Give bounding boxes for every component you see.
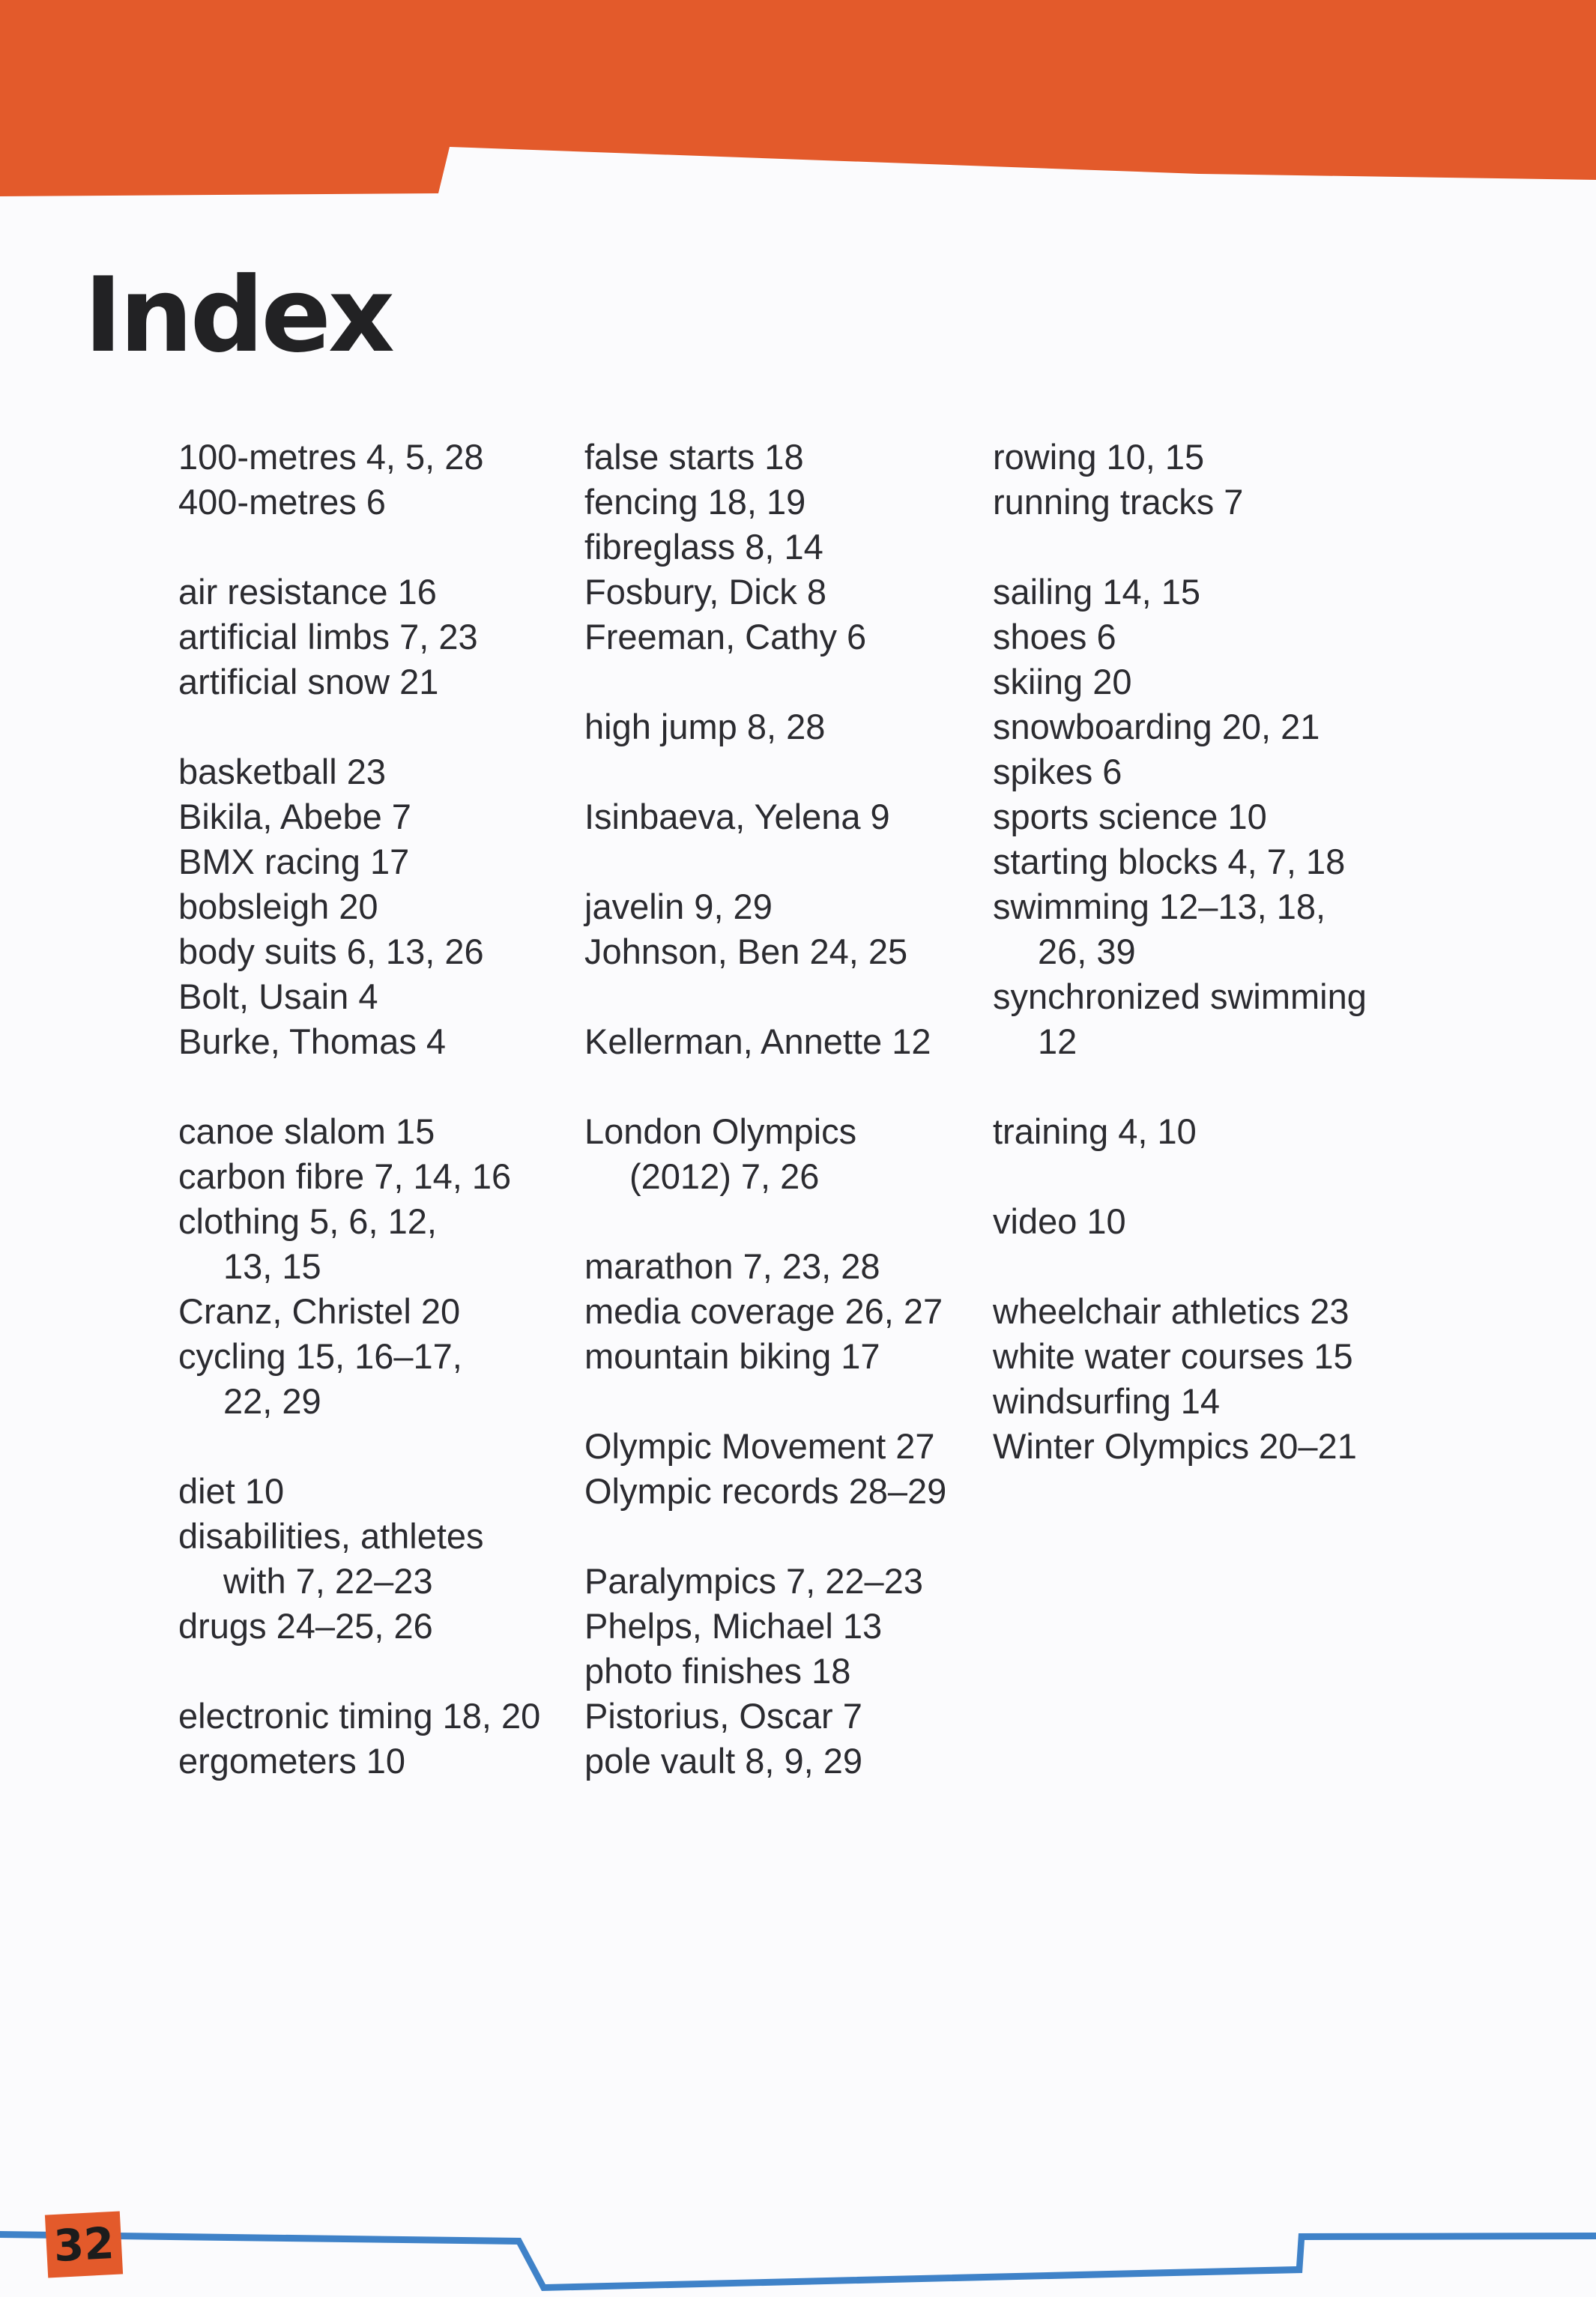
spacer — [584, 974, 1004, 1019]
index-entry: Burke, Thomas 4 — [178, 1021, 447, 1061]
index-entry: marathon 7, 23, 28 — [584, 1246, 880, 1286]
index-entry: Johnson, Ben 24, 25 — [584, 932, 908, 971]
index-entry: pole vault 8, 9, 29 — [584, 1741, 863, 1781]
index-entry: javelin 9, 29 — [584, 887, 773, 926]
index-column-2 — [584, 435, 1004, 1784]
index-entry: carbon fibre 7, 14, 16 — [178, 1156, 512, 1196]
index-entry: canoe slalom 15 — [178, 1111, 435, 1151]
index-entry-continuation: 22, 29 — [223, 1381, 321, 1421]
index-entry: white water courses 15 — [993, 1336, 1353, 1376]
index-entry: body suits 6, 13, 26 — [178, 932, 484, 971]
spacer — [584, 1514, 1004, 1559]
index-entry: Bolt, Usain 4 — [178, 977, 378, 1016]
index-entry: Freeman, Cathy 6 — [584, 617, 867, 656]
index-entry: ergometers 10 — [178, 1741, 406, 1781]
index-entry: skiing 20 — [993, 662, 1132, 701]
spacer — [178, 1064, 598, 1109]
spacer — [584, 1379, 1004, 1424]
index-entry: Phelps, Michael 13 — [584, 1606, 883, 1646]
index-entry: fibreglass 8, 14 — [584, 527, 823, 567]
spacer — [993, 525, 1435, 570]
index-entry: mountain biking 17 — [584, 1336, 880, 1376]
index-entry: Paralympics 7, 22–23 — [584, 1561, 923, 1601]
index-entry: Pistorius, Oscar 7 — [584, 1696, 862, 1736]
index-entry: high jump 8, 28 — [584, 707, 826, 746]
footer-band — [0, 2188, 1596, 2297]
spacer — [178, 1424, 598, 1469]
index-entry: basketball 23 — [178, 752, 386, 791]
spacer — [584, 1199, 1004, 1244]
header-band — [0, 0, 1596, 202]
spacer — [993, 1154, 1435, 1199]
index-entry: BMX racing 17 — [178, 842, 410, 881]
index-entry: diet 10 — [178, 1471, 285, 1511]
index-entry: artificial limbs 7, 23 — [178, 617, 478, 656]
index-column-1 — [178, 435, 598, 1784]
index-entry: synchronized swimming — [993, 977, 1367, 1016]
index-entry: sports science 10 — [993, 797, 1267, 836]
index-entry-continuation: 26, 39 — [1038, 932, 1136, 971]
index-entry: rowing 10, 15 — [993, 437, 1205, 477]
index-entry: shoes 6 — [993, 617, 1116, 656]
page-title: Index — [84, 255, 392, 375]
index-entry: sailing 14, 15 — [993, 572, 1200, 612]
index-entry: photo finishes 18 — [584, 1651, 851, 1691]
index-entry: air resistance 16 — [178, 572, 437, 612]
spacer — [584, 1064, 1004, 1109]
spacer — [178, 1649, 598, 1694]
index-entry: Olympic Movement 27 — [584, 1426, 935, 1466]
spacer — [178, 525, 598, 570]
spacer — [584, 749, 1004, 794]
index-entry: training 4, 10 — [993, 1111, 1197, 1151]
index-column-3 — [993, 435, 1435, 1469]
index-entry: drugs 24–25, 26 — [178, 1606, 433, 1646]
index-entry: London Olympics — [584, 1111, 857, 1151]
index-entry: Cranz, Christel 20 — [178, 1291, 461, 1331]
index-entry: disabilities, athletes — [178, 1516, 484, 1556]
index-entry: snowboarding 20, 21 — [993, 707, 1320, 746]
index-entry: Olympic records 28–29 — [584, 1471, 947, 1511]
index-entry: wheelchair athletics 23 — [993, 1291, 1349, 1331]
index-entry: windsurfing 14 — [993, 1381, 1221, 1421]
index-entry: false starts 18 — [584, 437, 804, 477]
index-entry: 100-metres 4, 5, 28 — [178, 437, 484, 477]
spacer — [584, 839, 1004, 884]
page-number: 32 — [45, 2211, 123, 2278]
index-entry: starting blocks 4, 7, 18 — [993, 842, 1346, 881]
index-entry-continuation: 13, 15 — [223, 1246, 321, 1286]
index-entry: fencing 18, 19 — [584, 482, 806, 522]
spacer — [584, 659, 1004, 704]
index-entry: spikes 6 — [993, 752, 1122, 791]
index-entry: clothing 5, 6, 12, — [178, 1201, 437, 1241]
index-entry: Fosbury, Dick 8 — [584, 572, 826, 612]
spacer — [993, 1064, 1435, 1109]
index-entry-continuation: (2012) 7, 26 — [629, 1156, 820, 1196]
spacer — [993, 1244, 1435, 1289]
index-entry: Isinbaeva, Yelena 9 — [584, 797, 890, 836]
index-entry: Kellerman, Annette 12 — [584, 1021, 931, 1061]
index-entry: artificial snow 21 — [178, 662, 439, 701]
index-entry: media coverage 26, 27 — [584, 1291, 943, 1331]
spacer — [178, 704, 598, 749]
index-entry: cycling 15, 16–17, — [178, 1336, 462, 1376]
index-entry: Winter Olympics 20–21 — [993, 1426, 1357, 1466]
index-entry: swimming 12–13, 18, — [993, 887, 1326, 926]
index-entry: running tracks 7 — [993, 482, 1244, 522]
index-entry-continuation: 12 — [1038, 1021, 1077, 1061]
index-entry: bobsleigh 20 — [178, 887, 378, 926]
index-entry-continuation: with 7, 22–23 — [223, 1561, 433, 1601]
index-entry: 400-metres 6 — [178, 482, 386, 522]
index-entry: electronic timing 18, 20 — [178, 1696, 541, 1736]
index-entry: Bikila, Abebe 7 — [178, 797, 411, 836]
index-entry: video 10 — [993, 1201, 1126, 1241]
